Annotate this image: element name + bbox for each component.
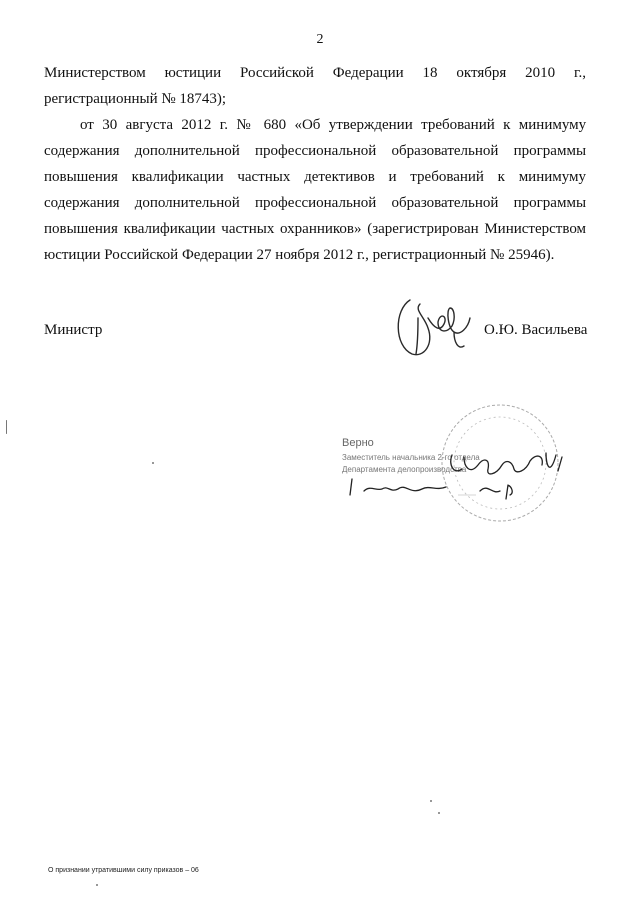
stamp-position: Заместитель начальника 2-го отдела xyxy=(342,453,480,462)
word: минимуму xyxy=(518,117,587,133)
word: программы xyxy=(513,195,587,211)
paragraph2-line4 xyxy=(44,194,586,212)
word: повышения xyxy=(44,221,118,237)
word: 18 xyxy=(422,65,438,81)
word: 30 xyxy=(102,117,118,133)
word: детективов xyxy=(304,169,375,185)
word: образовательной xyxy=(391,143,499,159)
word: содержания xyxy=(44,195,120,211)
word: 680 xyxy=(263,117,287,133)
word: к xyxy=(497,169,505,185)
word: требований xyxy=(421,117,495,133)
scan-speck xyxy=(152,462,154,464)
paragraph2-line6: юстиции Российской Федерации 27 ноября 2012 г., регистрационный № 25946). xyxy=(44,247,555,263)
stamp-verno: Верно xyxy=(342,437,374,449)
word: к xyxy=(503,117,511,133)
word: частных xyxy=(221,221,275,237)
word: Министерством xyxy=(484,221,587,237)
certification-stamp xyxy=(330,395,590,530)
paragraph2-line1 xyxy=(80,116,586,134)
word: «Об xyxy=(294,117,321,133)
word: квалификации xyxy=(123,221,216,237)
word: образовательной xyxy=(391,195,499,211)
paragraph1-line2: регистрационный № 18743); xyxy=(44,91,227,107)
word: Министерством xyxy=(44,65,146,81)
paragraph2-line2 xyxy=(44,142,586,160)
document-footer: О признании утратившими силу приказов – 06 xyxy=(48,867,199,874)
word: повышения xyxy=(44,169,118,185)
word: от xyxy=(80,117,94,133)
word: октября xyxy=(456,65,507,81)
word: охранников» xyxy=(280,221,362,237)
stamp-department: Департамента делопроизводства xyxy=(342,465,467,474)
word: (зарегистрирован xyxy=(367,221,479,237)
word: квалификации xyxy=(131,169,224,185)
handwritten-certification xyxy=(330,395,590,530)
word: 2012 xyxy=(181,117,212,133)
signatory-name: О.Ю. Васильева xyxy=(484,322,588,338)
scan-speck xyxy=(438,812,440,814)
paragraph2-line3 xyxy=(44,168,586,186)
word: утверждении xyxy=(328,117,413,133)
handwritten-signature xyxy=(388,288,478,368)
paragraph2-line5 xyxy=(44,220,586,238)
page-number: 2 xyxy=(316,32,324,47)
word: юстиции xyxy=(164,65,222,81)
word: содержания xyxy=(44,143,120,159)
scan-speck xyxy=(96,884,98,886)
word: частных xyxy=(237,169,291,185)
word: № xyxy=(236,117,256,133)
word: требований xyxy=(410,169,484,185)
word: минимуму xyxy=(518,169,587,185)
paragraph1-line1 xyxy=(44,64,586,82)
word: г. xyxy=(219,117,228,133)
word: Федерации xyxy=(332,65,404,81)
word: 2010 г., xyxy=(525,65,586,81)
word: дополнительной xyxy=(134,195,240,211)
word: профессиональной xyxy=(255,143,377,159)
word: профессиональной xyxy=(255,195,377,211)
word: программы xyxy=(513,143,587,159)
scan-speck xyxy=(430,800,432,802)
scan-edge-mark xyxy=(6,420,7,434)
word: дополнительной xyxy=(134,143,240,159)
word: Российской xyxy=(239,65,314,81)
word: и xyxy=(388,169,397,185)
word: августа xyxy=(125,117,174,133)
signatory-title: Министр xyxy=(44,322,103,338)
